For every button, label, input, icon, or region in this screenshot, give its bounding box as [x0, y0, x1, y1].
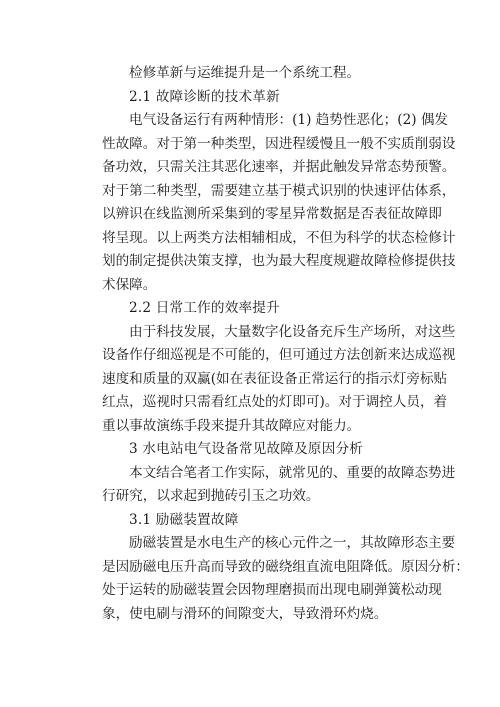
paragraph-line	[102, 227, 456, 251]
paragraph-line	[102, 62, 392, 86]
section-heading	[102, 86, 392, 110]
paragraph-line	[102, 156, 456, 180]
document-page	[102, 62, 470, 626]
line-text: 术保障。	[102, 276, 157, 293]
line-text: 励磁装置是水电生产的核心元件之一，其故障形态主要	[129, 535, 456, 551]
line-text: 检修革新与运维提升是一个系统工程。	[129, 65, 361, 81]
line-text: 2.2 日常工作的效率提升	[129, 300, 280, 316]
paragraph-line	[102, 462, 456, 486]
paragraph-line	[102, 603, 392, 627]
paragraph-line	[102, 532, 456, 556]
paragraph-line	[102, 321, 456, 345]
line-text: 由于科技发展，大量数字化设备充斥生产场所，对这些	[129, 323, 456, 340]
paragraph-line	[102, 180, 456, 204]
line-text: 重以事故演练手段来提升其故障应对能力。	[102, 417, 361, 434]
paragraph-line	[102, 133, 456, 157]
line-text: 设备作仔细巡视是不可能的，但可通过方法创新来达成巡视	[102, 347, 456, 363]
paragraph-line	[102, 368, 448, 392]
line-text: 处于运转的励磁装置会因物理磨损而出现电刷弹簧松动现	[102, 582, 442, 598]
line-text: 红点，巡视时只需看红点处的灯即可)。对于调控人员，着	[102, 394, 448, 410]
line-text: 2.1 故障诊断的技术革新	[129, 88, 280, 105]
paragraph-line	[102, 556, 470, 580]
line-text: 划的制定提供决策支撑，也为最大程度规避故障检修提供技	[102, 253, 456, 269]
line-text: 速度和质量的双赢(如在表征设备正常运行的指示灯旁标贴	[102, 370, 448, 387]
line-text: 3.1 励磁装置故障	[129, 511, 239, 528]
section-heading	[102, 509, 392, 533]
line-text: 性故障。对于第一种类型，因进程缓慢且一般不实质削弱设	[102, 135, 456, 152]
paragraph-line	[102, 203, 442, 227]
line-text: 对于第二种类型，需要建立基于模式识别的快速评估体系，	[102, 182, 456, 199]
line-text: 备功效，只需关注其恶化速率，并据此触发异常态势预警。	[102, 159, 456, 175]
line-text: 行研究，以求起到抛砖引玉之功效。	[102, 488, 320, 504]
paragraph-line	[102, 344, 456, 368]
paragraph-line	[102, 485, 392, 509]
line-text: 是因励磁电压升高而导致的磁绕组直流电阻降低。原因分析：	[102, 558, 470, 575]
line-text: 本文结合笔者工作实际，就常见的、重要的故障态势进	[129, 464, 456, 481]
paragraph-line	[102, 579, 442, 603]
line-text: 电气设备运行有两种情形：(1) 趋势性恶化；(2) 偶发	[129, 112, 449, 128]
line-text: 3 水电站电气设备常见故障及原因分析	[129, 441, 364, 457]
section-heading	[102, 297, 392, 321]
paragraph-line	[102, 250, 456, 274]
line-text: 象，使电刷与滑环的间隙变大，导致滑环灼烧。	[102, 605, 388, 622]
section-heading	[102, 438, 392, 462]
paragraph-line	[102, 391, 448, 415]
paragraph-line	[102, 109, 449, 133]
line-text: 以辨识在线监测所采集到的零星异常数据是否表征故障即	[102, 206, 442, 222]
paragraph-line	[102, 415, 392, 439]
line-text: 将呈现。以上两类方法相辅相成，不但为科学的状态检修计	[102, 229, 456, 246]
paragraph-line	[102, 274, 392, 298]
